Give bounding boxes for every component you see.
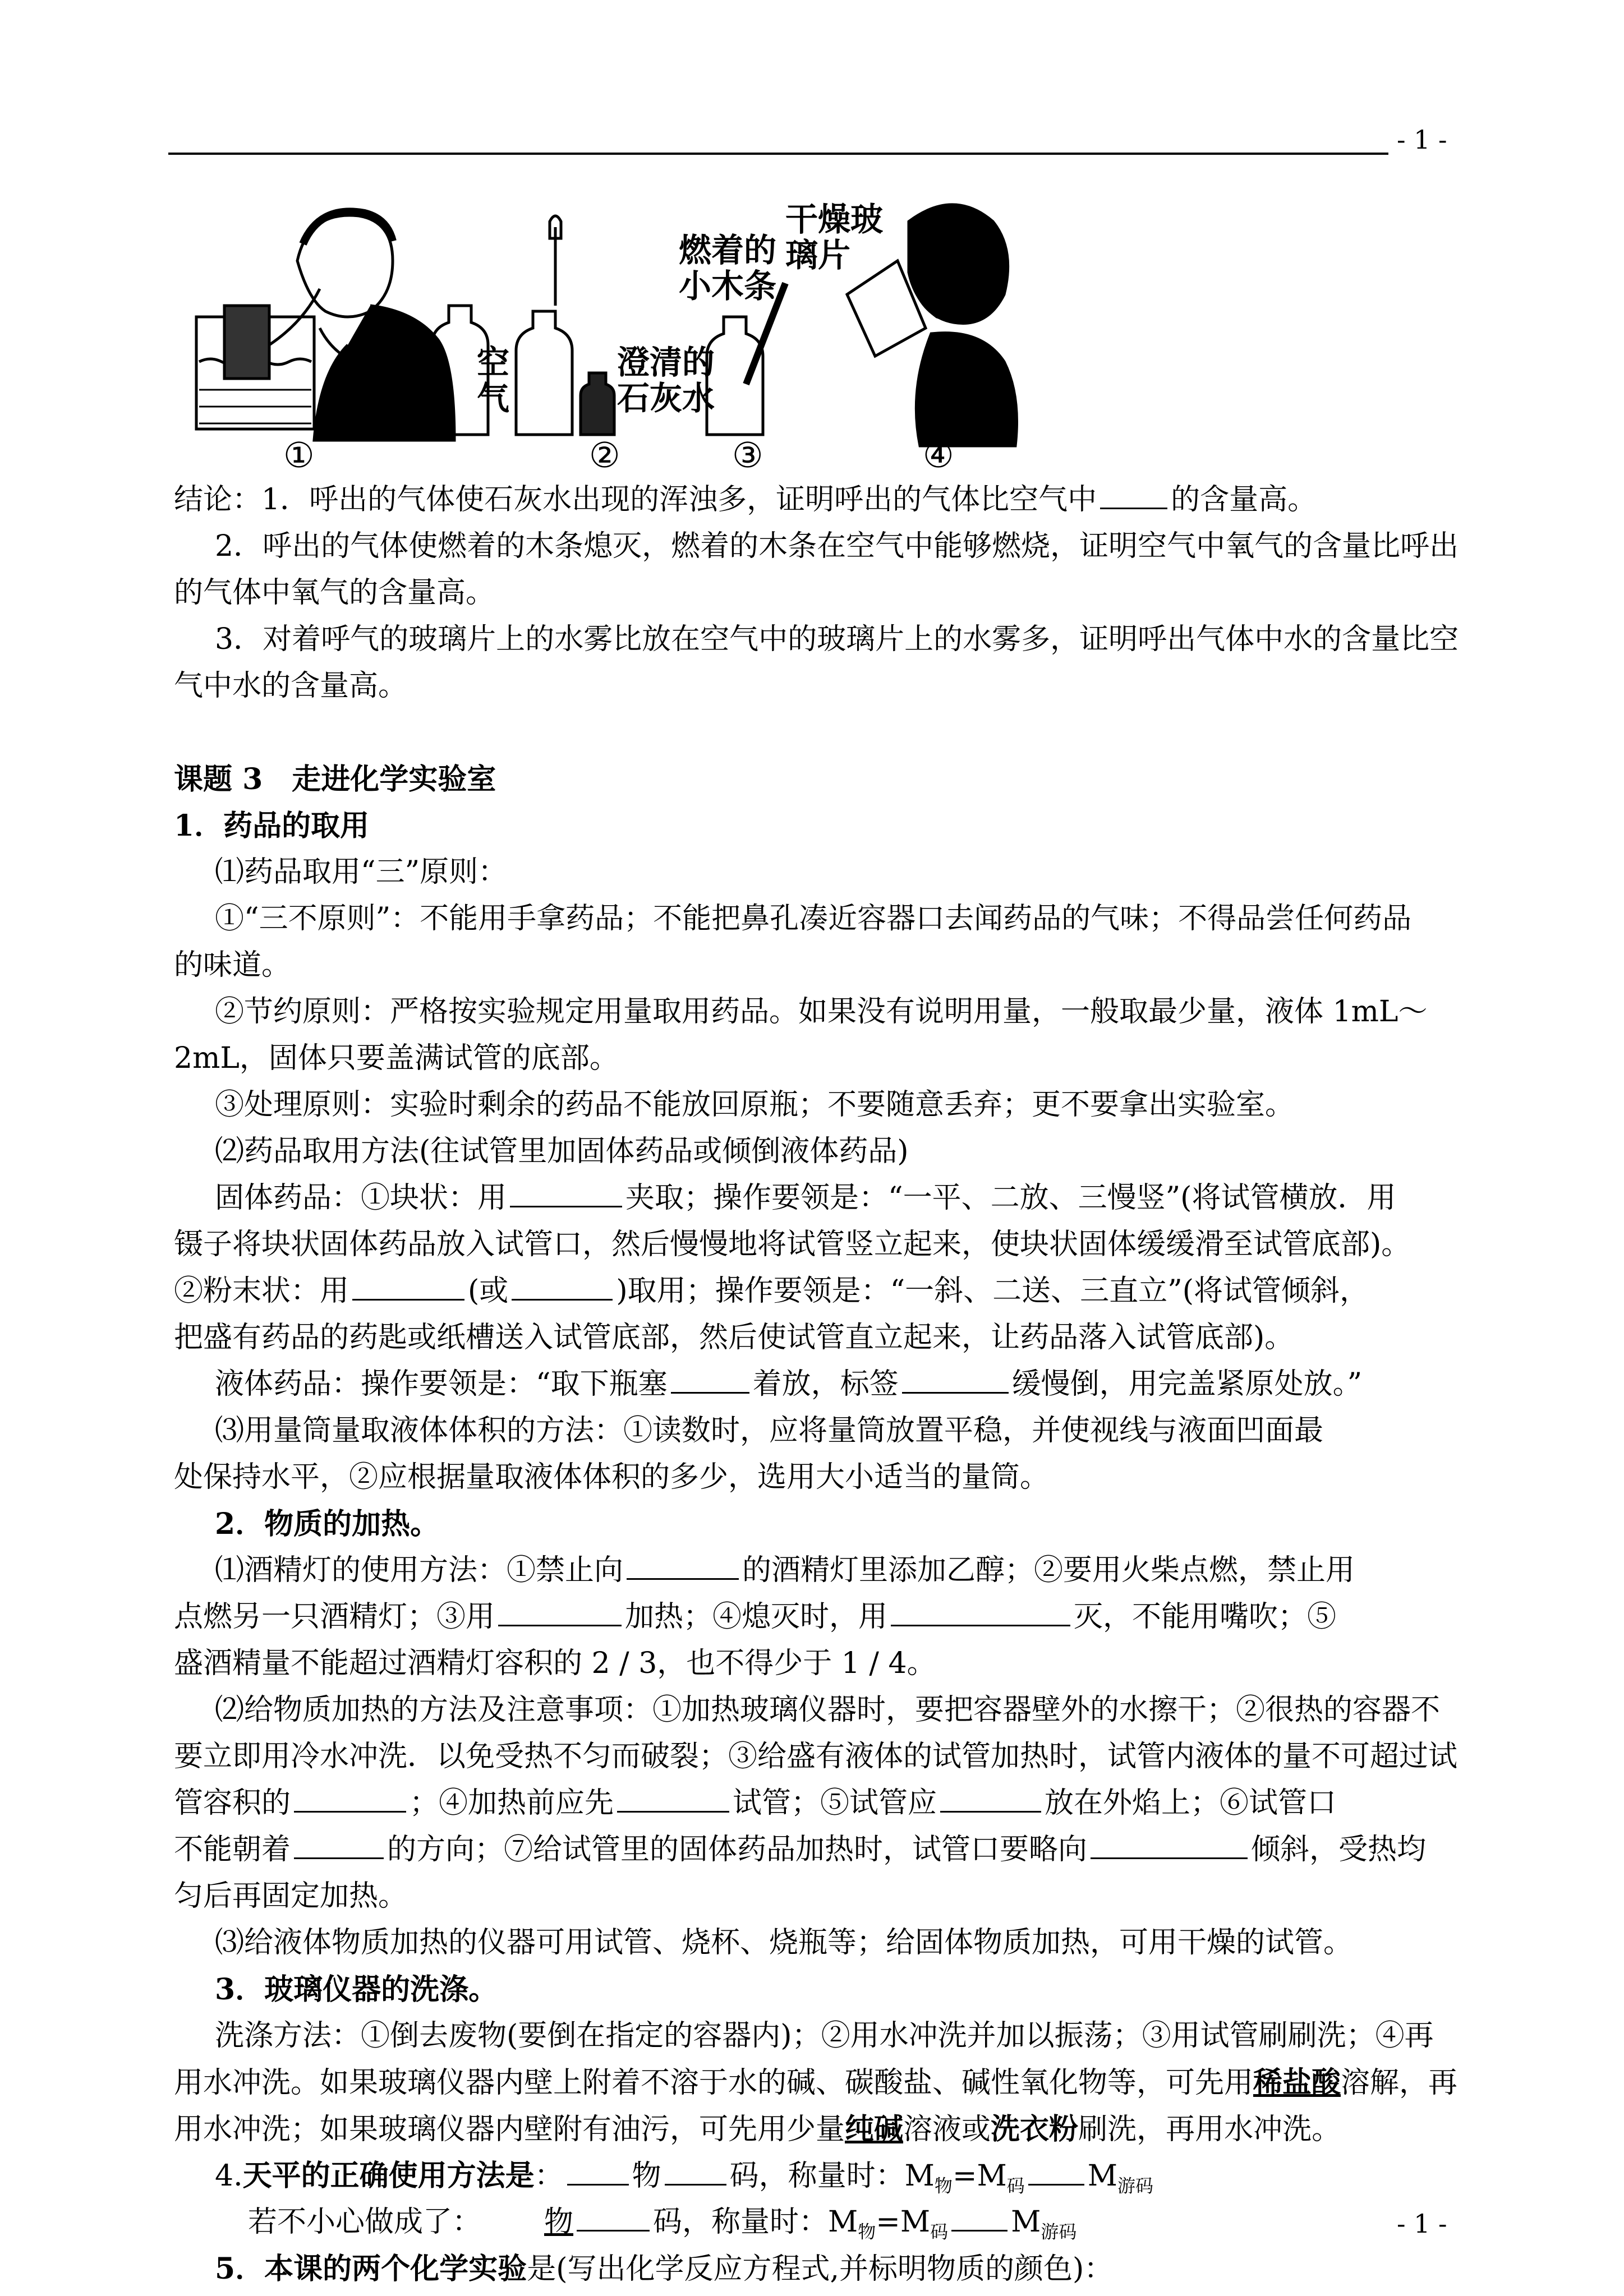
figure-marker-3: ③ [732,435,763,476]
s1-p1: ⑴药品取用“三”原则： [215,855,508,889]
s5-line: 5．本课的两个化学实验是(写出化学反应方程式,并标明物质的颜色)： [215,2252,1114,2286]
dropper [550,216,561,306]
s3-p2: 用水冲洗。如果玻璃仪器内壁上附着不溶于水的碱、碳酸盐、碱性氧化物等，可先用稀盐酸溶解，再 [174,2066,1458,2100]
s1-p3: ②节约原则：严格按实验规定用量取用药品。如果没有说明用量，一般取最少量，液体 1mL～ [215,995,1428,1029]
s2-p7: 不能朝着 的方向；⑦给试管里的固体药品加热时，试管口要略向 倾斜，受热均 [174,1833,1427,1866]
s1-p7: 镊子将块状固体药品放入试管口，然后慢慢地将试管竖立起来，使块状固体缓缓滑至试管底部)。 [174,1228,1411,1261]
s1-p8: ②粉末状：用 (或 )取用；操作要领是：“一斜、二送、三直立”(将试管倾斜， [174,1274,1369,1308]
collecting-bottle [224,306,269,379]
dilute-hcl: 稀盐酸 [1253,2066,1341,2100]
header-rule [168,153,1388,155]
page-number-bottom: - 1 - [1397,2209,1447,2239]
label-dry-glass: 干燥玻璃片 [785,200,884,274]
s1-p5: ⑵药品取用方法(往试管里加固体药品或倾倒液体药品) [215,1135,909,1168]
blank [951,2206,1007,2232]
blank [485,2208,541,2232]
figure-marker-2: ② [589,435,620,476]
s3-p1: 洗涤方法：①倒去废物(要倒在指定的容器内)；②用水冲洗并加以振荡；③用试管刷刷洗；④再 [215,2019,1434,2053]
s2-p8: 匀后再固定加热。 [174,1879,408,1913]
conclusion-3-cont: 气中水的含量高。 [174,669,408,703]
s1-p6: 固体药品：①块状：用 夹取；操作要领是：“一平、二放、三慢竖”(将试管横放．用 [215,1181,1396,1215]
section-3-heading: 3．玻璃仪器的洗涤。 [215,1972,498,2007]
blank [627,1555,739,1580]
blank [294,1834,384,1859]
blank [498,1601,622,1626]
s1-p3-cont: 2mL，固体只要盖满试管的底部。 [174,1041,619,1075]
label-air: 空气 [477,343,510,417]
blank [567,2160,629,2186]
s3-p3: 用水冲洗；如果玻璃仪器内壁附有油污，可先用少量纯碱溶液或洗衣粉刷洗，再用水冲洗。 [174,2112,1341,2146]
blank [891,1601,1070,1626]
blank [294,1787,406,1813]
s1-p11: ⑶用量筒量取液体体积的方法：①读数时，应将量筒放置平稳，并使视线与液面凹面最 [215,1414,1324,1447]
s2-p3: 盛酒精量不能超过酒精灯容积的 2 / 3，也不得少于 1 / 4。 [174,1647,936,1680]
s1-p9: 把盛有药品的药匙或纸槽送入试管底部，然后使试管直立起来，让药品落入试管底部)。 [174,1321,1294,1354]
s1-p4: ③处理原则：实验时剩余的药品不能放回原瓶；不要随意丢弃；更不要拿出实验室。 [215,1088,1295,1122]
label-limewater: 澄清的石灰水 [617,343,715,417]
s1-p11-cont: 处保持水平，②应根据量取液体体积的多少，选用大小适当的量筒。 [174,1460,1050,1494]
figure-marker-4: ④ [923,435,954,476]
washing-powder: 洗衣粉 [991,2112,1079,2146]
blank [671,1368,749,1394]
blank [510,1182,622,1207]
blank [902,1368,1009,1394]
topic-title: 课题 3 走进化学实验室 [174,762,496,796]
s2-p5: 要立即用冷水冲洗．以免受热不匀而破裂；③给盛有液体的试管加热时，试管内液体的量不可超过试 [174,1740,1458,1773]
s2-p1: ⑴酒精灯的使用方法：①禁止向 的酒精灯里添加乙醇；②要用火柴点燃，禁止用 [215,1553,1355,1587]
s1-p10: 液体药品：操作要领是：“取下瓶塞 着放，标签 缓慢倒，用完盖紧原处放。” [215,1367,1363,1401]
blank [577,2206,650,2232]
conclusion-2-cont: 的气体中氧气的含量高。 [174,576,495,610]
conclusion-1: 结论：1．呼出的气体使石灰水出现的浑浊多，证明呼出的气体比空气中 的含量高。 [174,483,1317,517]
s1-p2-cont: 的味道。 [174,948,291,982]
s2-p9: ⑶给液体物质加热的仪器可用试管、烧杯、烧瓶等；给固体物质加热，可用干燥的试管。 [215,1926,1353,1960]
page-number-top: - 1 - [1397,125,1447,155]
s1-p2: ①“三不原则”：不能用手拿药品；不能把鼻孔凑近容器口去闻药品的气味；不得品尝任何药品 [215,902,1412,935]
section-1-heading: 1．药品的取用 [174,809,370,843]
section-2-heading: 2．物质的加热。 [215,1507,440,1541]
blank [512,1275,613,1301]
conclusion-2: 2．呼出的气体使燃着的木条熄灭，燃着的木条在空气中能够燃烧，证明空气中氧气的含量比呼出 [215,529,1459,563]
trough-lines [199,390,311,423]
bottle-2 [516,311,572,435]
figure-marker-1: ① [283,435,315,476]
blank [940,1787,1041,1813]
limewater-bottle [581,373,614,435]
conclusion-3: 3．对着呼气的玻璃片上的水雾比放在空气中的玻璃片上的水雾多，证明呼出气体中水的含量比空 [215,623,1459,656]
blank [617,1787,729,1813]
s4-line1: 4.天平的正确使用方法是： 物 码，称量时：$M_物=M_码$ $M_{游码}$ [215,2159,1154,2197]
document-body [174,477,1464,2292]
blank [1100,484,1167,509]
girl-body [916,333,1016,446]
breathing-experiment-figure [185,177,1475,480]
blank [1028,2160,1084,2186]
label-burning-stick: 燃着的小木条 [679,231,777,305]
blank [352,1275,464,1301]
blank [665,2160,726,2186]
s4-line2: 若不小心做成了： 物 码，称量时：$M_物=M_码$ $M_{游码}$ [248,2205,1077,2243]
s2-p2: 点燃另一只酒精灯；③用 加热；④熄灭时，用 灭，不能用嘴吹；⑤ [174,1600,1337,1634]
s2-p6: 管容积的 ；④加热前应先 试管；⑤试管应 放在外焰上；⑥试管口 [174,1786,1337,1820]
s2-p4: ⑵给物质加热的方法及注意事项：①加热玻璃仪器时，要把容器壁外的水擦干；②很热的容器不 [215,1693,1441,1727]
blank [1091,1834,1248,1859]
soda-ash: 纯碱 [845,2112,904,2146]
